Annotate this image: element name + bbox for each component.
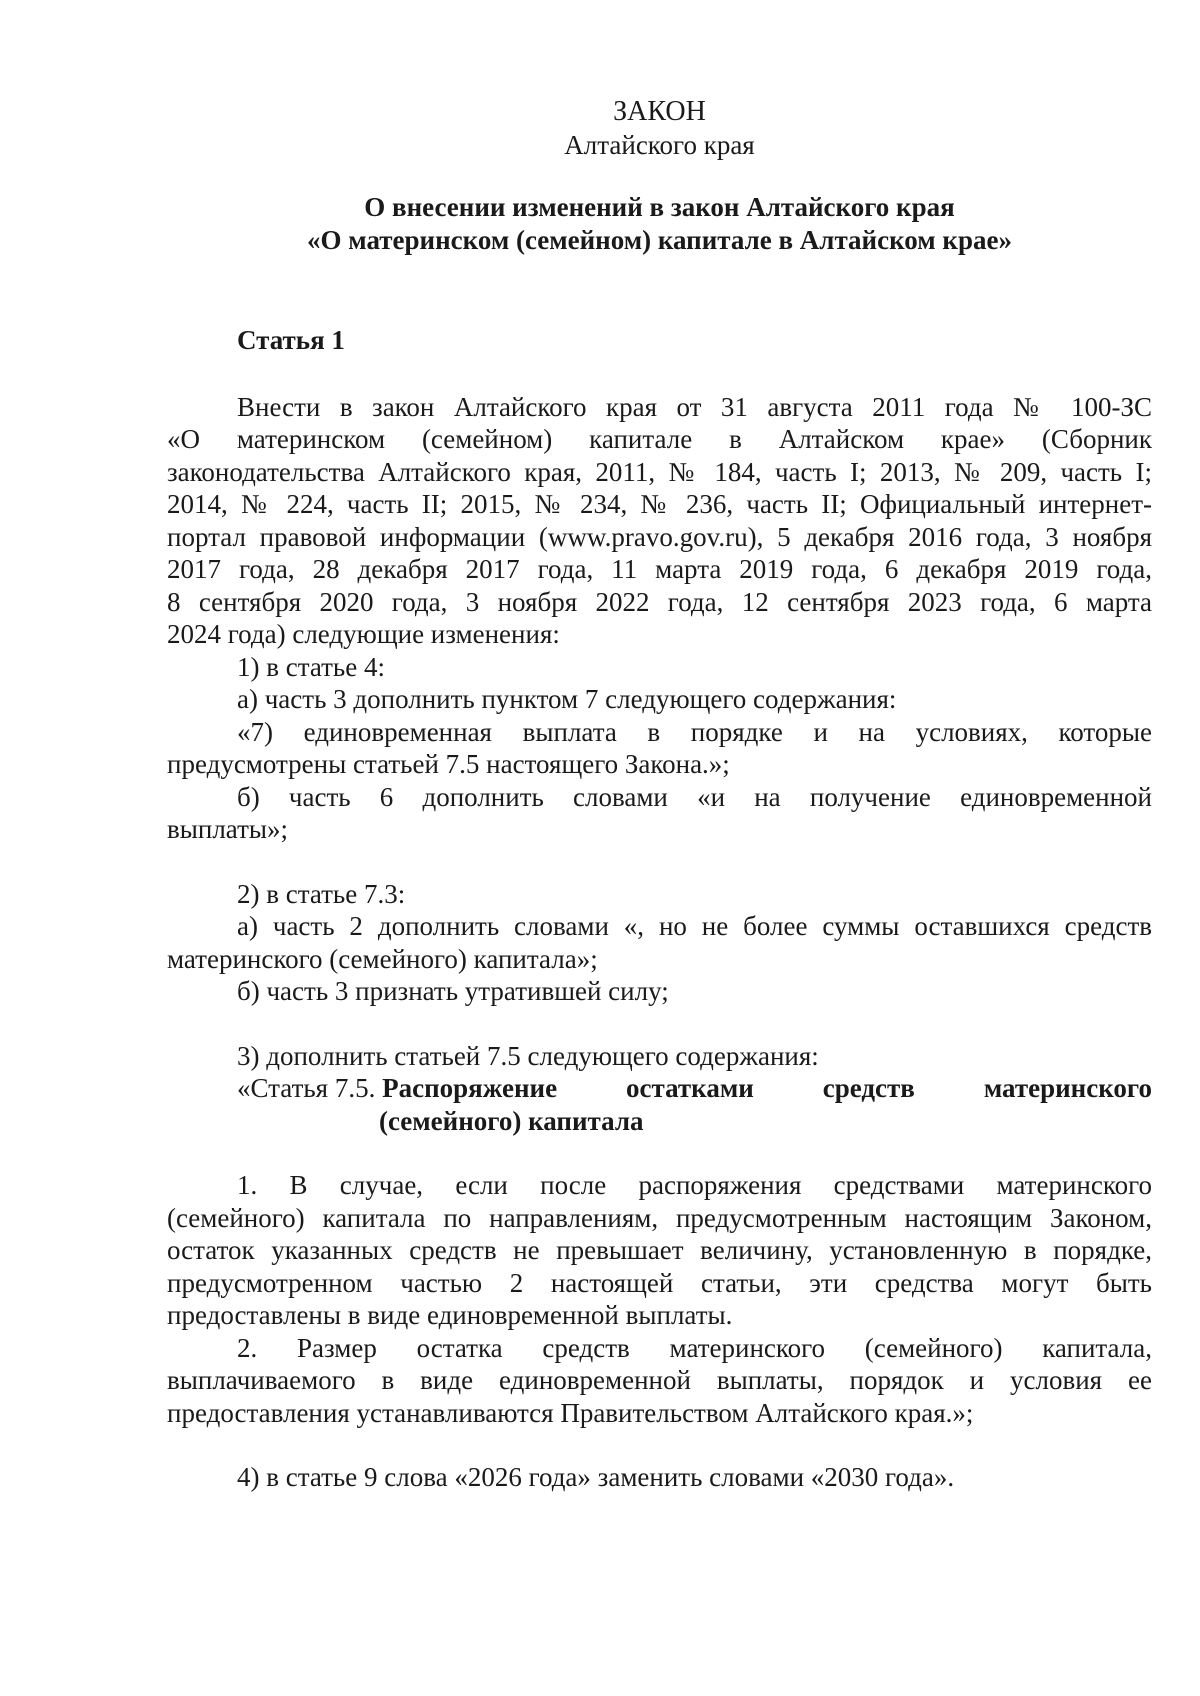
new-article-heading xyxy=(167,1072,1152,1137)
item-1-a-quote-line: предусмотрены статьей 7.5 настоящего Закона.»; xyxy=(167,749,730,779)
item-3-label: 3) дополнить статьей 7.5 следующего содержания: xyxy=(237,1040,819,1071)
new-article-title-line: (семейного) капитала xyxy=(379,1105,644,1136)
intro-line: портал правовой информации (www.pravo.gov.ru), 5 декабря 2016 года, 3 ноября xyxy=(167,521,1152,552)
intro-line: законодательства Алтайского края, 2011, № 184, часть I; 2013, № 209, часть I; xyxy=(167,456,1152,487)
law-title-line-1: О внесении изменений в закон Алтайского края xyxy=(364,192,955,222)
law-kind: ЗАКОН xyxy=(613,96,706,127)
article-heading: Статья 1 xyxy=(237,325,345,355)
new-article-paragraph-2 xyxy=(167,1332,1152,1430)
intro-line: 2024 года) следующие изменения: xyxy=(167,619,560,649)
law-region: Алтайского края xyxy=(564,129,755,160)
paragraph-line: предоставлены в виде единовременной выплаты. xyxy=(167,1300,733,1330)
paragraph-line: остаток указанных средств не превышает величину, установленную в порядке, xyxy=(167,1235,1152,1265)
law-title-line-2: «О материнском (семейном) капитале в Алтайском крае» xyxy=(307,224,1012,255)
item-2-a-line: а) часть 2 дополнить словами «, но не более суммы оставшихся средств xyxy=(237,911,1152,941)
document-body xyxy=(167,96,1152,1494)
item-1-label: 1) в статье 4: xyxy=(237,651,385,682)
item-1-b-line: б) часть 6 дополнить словами «и на получение единовременной xyxy=(237,781,1152,812)
paragraph-line: выплачиваемого в виде единовременной выплаты, порядок и условия ее xyxy=(167,1365,1152,1395)
paragraph-line: 1. В случае, если после распоряжения средствами материнского xyxy=(237,1170,1152,1200)
item-4: 4) в статье 9 слова «2026 года» заменить словами «2030 года». xyxy=(237,1462,955,1492)
new-article-paragraph-1 xyxy=(167,1169,1152,1332)
paragraph-line: (семейного) капитала по направлениям, предусмотренным настоящим Законом, xyxy=(167,1202,1152,1233)
item-1-a-quote-line: «7) единовременная выплата в порядке и на условиях, которые xyxy=(237,716,1152,747)
item-1-b-line: выплаты»; xyxy=(167,814,289,844)
paragraph-line: предоставления устанавливаются Правительством Алтайского края.»; xyxy=(167,1397,974,1428)
intro-line: Внести в закон Алтайского края от 31 августа 2011 года № 100-ЗС xyxy=(237,391,1152,422)
item-2-b: б) часть 3 признать утратившей силу; xyxy=(237,976,669,1006)
intro-line: 2017 года, 28 декабря 2017 года, 11 марта 2019 года, 6 декабря 2019 года, xyxy=(167,554,1152,584)
intro-line: 8 сентября 2020 года, 3 ноября 2022 года, 12 сентября 2023 года, 6 марта xyxy=(167,586,1152,617)
article-intro xyxy=(167,391,1152,651)
paragraph-line: предусмотренном частью 2 настоящей статьи, эти средства могут быть xyxy=(167,1267,1152,1298)
new-article-title-line: Распоряжение остатками средств материнского xyxy=(382,1073,1152,1103)
new-article-prefix: «Статья 7.5. xyxy=(237,1073,383,1103)
intro-line: «О материнском (семейном) капитале в Алтайском крае» (Сборник xyxy=(167,424,1152,454)
intro-line: 2014, № 224, часть II; 2015, № 234, № 236, часть II; Официальный интернет- xyxy=(167,489,1152,519)
item-1-a: а) часть 3 дополнить пунктом 7 следующего содержания: xyxy=(237,684,897,714)
paragraph-line: 2. Размер остатка средств материнского (семейного) капитала, xyxy=(237,1332,1152,1363)
item-2-a-line: материнского (семейного) капитала»; xyxy=(167,943,598,974)
item-2-label: 2) в статье 7.3: xyxy=(237,878,406,909)
